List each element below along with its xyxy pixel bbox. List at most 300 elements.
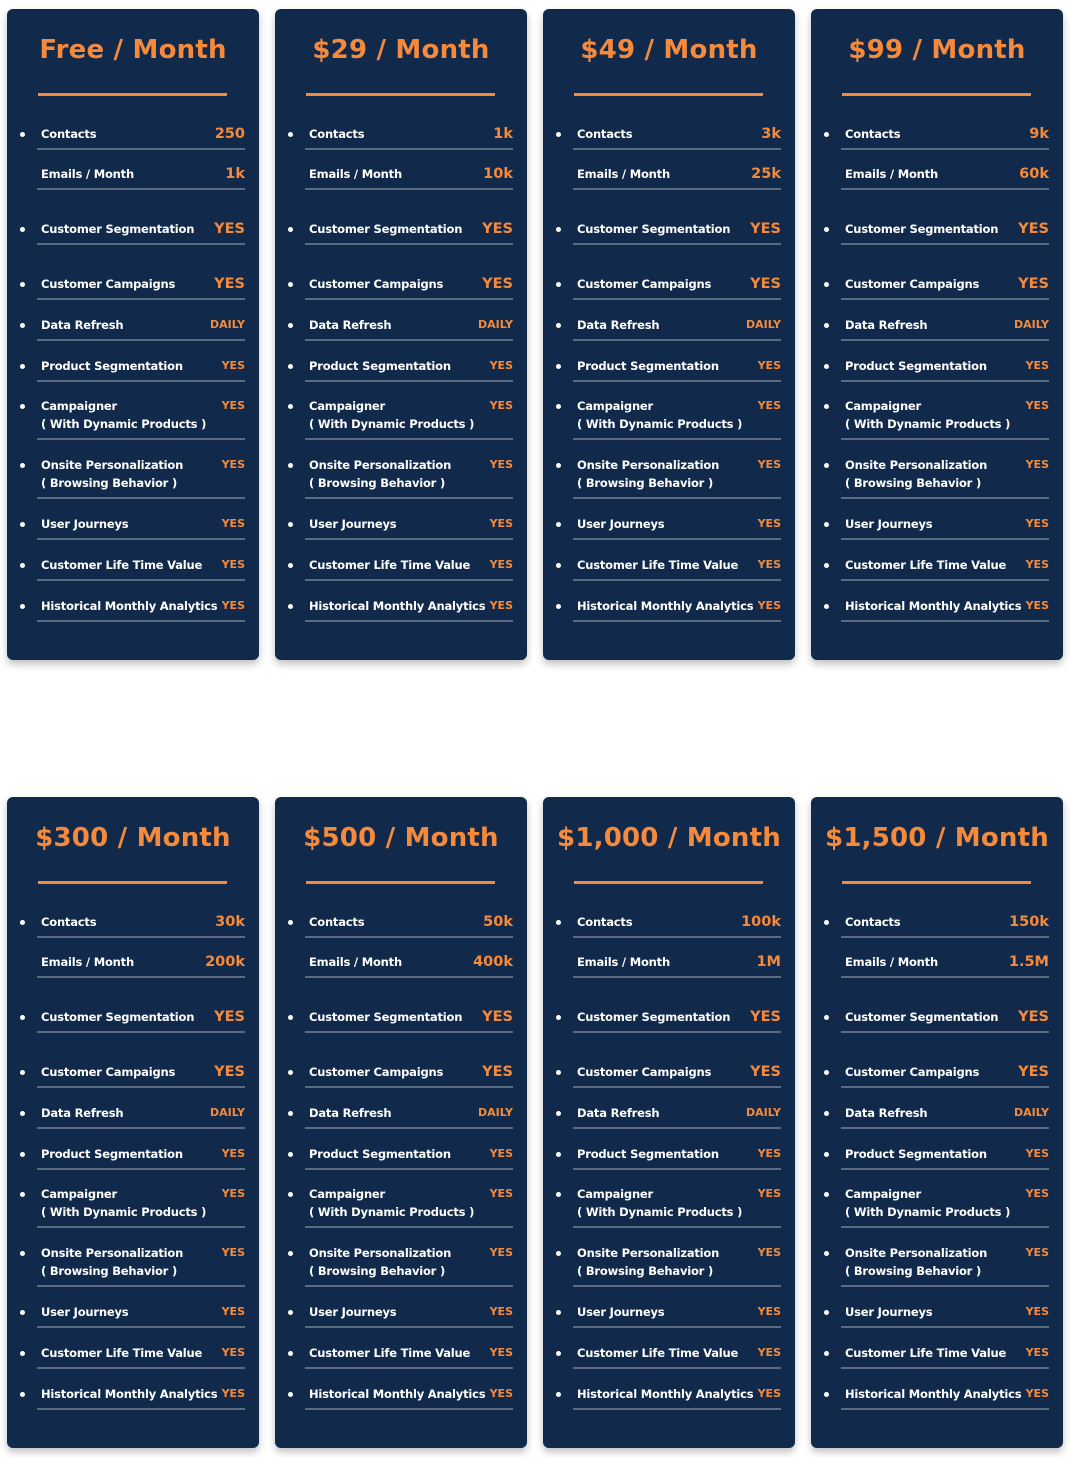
- feature-value: YES: [221, 1187, 245, 1200]
- bullet-icon: [288, 920, 293, 925]
- feature-name: Onsite Personalization: [41, 1246, 184, 1260]
- feature-row-user-journeys: [37, 499, 245, 540]
- pricing-card: [543, 9, 795, 660]
- feature-row-onsite-personalization: [305, 1228, 513, 1287]
- feature-value: YES: [757, 1246, 781, 1259]
- feature-label: [573, 275, 711, 293]
- feature-value: YES: [482, 221, 513, 237]
- bullet-icon: [824, 227, 829, 232]
- feature-row-historical-monthly-analytics: [305, 581, 513, 622]
- pricing-card: [275, 797, 527, 1448]
- feature-row-onsite-personalization: [841, 440, 1049, 499]
- feature-name: Campaigner: [309, 1187, 386, 1201]
- feature-row-product-segmentation: [37, 1129, 245, 1170]
- feature-label: [305, 597, 485, 615]
- feature-value: DAILY: [1014, 318, 1049, 331]
- feature-row-contacts: [573, 898, 781, 938]
- feature-value: YES: [1025, 1147, 1049, 1160]
- feature-label: [841, 1063, 979, 1081]
- feature-name: Historical Monthly Analytics: [577, 599, 754, 613]
- feature-row-data-refresh: [841, 1088, 1049, 1129]
- feature-label: [305, 456, 451, 492]
- feature-label: [37, 165, 134, 183]
- feature-row-historical-monthly-analytics: [305, 1369, 513, 1410]
- feature-value: YES: [489, 1305, 513, 1318]
- feature-value: YES: [221, 1147, 245, 1160]
- feature-value: 200k: [205, 954, 245, 970]
- feature-value: 250: [214, 126, 245, 142]
- feature-label: [573, 1244, 719, 1280]
- feature-row-customer-life-time-value: [37, 1328, 245, 1369]
- feature-row-contacts: [305, 898, 513, 938]
- feature-label: [573, 1104, 659, 1122]
- feature-row-onsite-personalization: [573, 1228, 781, 1287]
- feature-list: [305, 898, 513, 1410]
- feature-value: 150k: [1009, 914, 1049, 930]
- feature-name: Emails / Month: [845, 167, 938, 181]
- feature-name: Contacts: [41, 127, 97, 141]
- feature-value: YES: [1025, 399, 1049, 412]
- feature-sublabel: ( Browsing Behavior ): [577, 476, 714, 490]
- feature-row-customer-campaigns: [37, 1033, 245, 1088]
- feature-value: DAILY: [478, 318, 513, 331]
- feature-value: DAILY: [210, 1106, 245, 1119]
- feature-label: [305, 1145, 451, 1163]
- bullet-icon: [824, 1111, 829, 1116]
- feature-value: YES: [750, 1009, 781, 1025]
- bullet-icon: [20, 1251, 25, 1256]
- bullet-icon: [20, 463, 25, 468]
- bullet-icon: [824, 364, 829, 369]
- feature-label: [305, 515, 396, 533]
- plan-title: $49 / Month: [580, 35, 758, 65]
- bullet-icon: [556, 1152, 561, 1157]
- feature-label: [841, 456, 987, 492]
- feature-row-contacts: [841, 898, 1049, 938]
- bullet-icon: [20, 227, 25, 232]
- feature-sublabel: ( With Dynamic Products ): [577, 417, 743, 431]
- feature-row-customer-campaigns: [305, 1033, 513, 1088]
- feature-value: YES: [489, 1246, 513, 1259]
- bullet-icon: [556, 463, 561, 468]
- bullet-icon: [556, 563, 561, 568]
- feature-value: YES: [214, 276, 245, 292]
- bullet-icon: [288, 227, 293, 232]
- feature-name: Data Refresh: [41, 1106, 124, 1120]
- feature-label: [305, 357, 451, 375]
- feature-row-campaigner: [573, 382, 781, 440]
- feature-name: Data Refresh: [577, 318, 660, 332]
- feature-row-customer-life-time-value: [573, 540, 781, 581]
- feature-value: YES: [1025, 1387, 1049, 1400]
- bullet-icon: [20, 1192, 25, 1197]
- feature-name: Customer Segmentation: [309, 1010, 463, 1024]
- feature-value: YES: [1025, 1346, 1049, 1359]
- bullet-icon: [556, 1392, 561, 1397]
- feature-row-product-segmentation: [841, 341, 1049, 382]
- feature-name: Emails / Month: [41, 167, 134, 181]
- feature-name: Data Refresh: [309, 318, 392, 332]
- title-divider: [306, 881, 495, 884]
- feature-row-onsite-personalization: [841, 1228, 1049, 1287]
- feature-value: YES: [757, 558, 781, 571]
- feature-name: Emails / Month: [577, 167, 670, 181]
- pricing-card: [7, 797, 259, 1448]
- feature-name: Campaigner: [577, 399, 654, 413]
- feature-name: Customer Life Time Value: [577, 1346, 739, 1360]
- feature-name: Emails / Month: [845, 955, 938, 969]
- bullet-icon: [288, 604, 293, 609]
- bullet-icon: [824, 1070, 829, 1075]
- feature-list: [37, 898, 245, 1410]
- feature-name: Emails / Month: [309, 955, 402, 969]
- title-divider: [574, 93, 763, 96]
- feature-value: YES: [757, 359, 781, 372]
- feature-row-product-segmentation: [573, 341, 781, 382]
- feature-label: [841, 357, 987, 375]
- bullet-icon: [20, 1392, 25, 1397]
- feature-row-emails-month: [305, 938, 513, 978]
- feature-label: [573, 515, 664, 533]
- feature-row-user-journeys: [305, 499, 513, 540]
- bullet-icon: [20, 1070, 25, 1075]
- feature-row-customer-campaigns: [841, 1033, 1049, 1088]
- feature-row-customer-campaigns: [573, 1033, 781, 1088]
- feature-value: YES: [757, 1346, 781, 1359]
- feature-sublabel: ( Browsing Behavior ): [309, 476, 446, 490]
- feature-row-historical-monthly-analytics: [573, 1369, 781, 1410]
- feature-name: Customer Segmentation: [41, 222, 195, 236]
- feature-row-campaigner: [305, 382, 513, 440]
- feature-name: Customer Campaigns: [577, 277, 712, 291]
- bullet-icon: [20, 1310, 25, 1315]
- feature-row-data-refresh: [37, 1088, 245, 1129]
- pricing-card: [275, 9, 527, 660]
- feature-label: [37, 1063, 175, 1081]
- plan-title: $500 / Month: [303, 823, 499, 853]
- feature-value: YES: [221, 1387, 245, 1400]
- feature-row-customer-life-time-value: [841, 540, 1049, 581]
- plan-title: Free / Month: [39, 35, 227, 65]
- feature-label: [305, 1185, 474, 1221]
- feature-label: [841, 165, 938, 183]
- feature-label: [573, 913, 632, 931]
- feature-value: YES: [757, 1147, 781, 1160]
- feature-value: YES: [1025, 458, 1049, 471]
- title-divider: [842, 881, 1031, 884]
- bullet-icon: [824, 920, 829, 925]
- feature-label: [37, 397, 206, 433]
- feature-value: 9k: [1029, 126, 1049, 142]
- feature-label: [841, 515, 932, 533]
- feature-name: Customer Life Time Value: [845, 558, 1007, 572]
- feature-value: DAILY: [210, 318, 245, 331]
- bullet-icon: [288, 404, 293, 409]
- feature-label: [37, 1303, 128, 1321]
- feature-label: [841, 316, 927, 334]
- feature-row-data-refresh: [305, 300, 513, 341]
- feature-row-emails-month: [305, 150, 513, 190]
- feature-name: User Journeys: [41, 517, 129, 531]
- feature-label: [841, 953, 938, 971]
- feature-name: Customer Campaigns: [577, 1065, 712, 1079]
- feature-name: User Journeys: [309, 1305, 397, 1319]
- feature-sublabel: ( With Dynamic Products ): [577, 1205, 743, 1219]
- bullet-icon: [824, 1351, 829, 1356]
- feature-name: Emails / Month: [41, 955, 134, 969]
- feature-name: Customer Life Time Value: [41, 1346, 203, 1360]
- feature-name: Onsite Personalization: [577, 458, 720, 472]
- title-divider: [38, 881, 227, 884]
- feature-row-emails-month: [37, 938, 245, 978]
- feature-row-onsite-personalization: [37, 440, 245, 499]
- feature-list: [841, 898, 1049, 1410]
- bullet-icon: [20, 282, 25, 287]
- bullet-icon: [556, 522, 561, 527]
- bullet-icon: [288, 1070, 293, 1075]
- bullet-icon: [288, 1351, 293, 1356]
- feature-name: User Journeys: [41, 1305, 129, 1319]
- feature-row-product-segmentation: [841, 1129, 1049, 1170]
- feature-label: [573, 1303, 664, 1321]
- feature-name: Customer Campaigns: [309, 1065, 444, 1079]
- feature-label: [841, 1303, 932, 1321]
- feature-label: [305, 1303, 396, 1321]
- feature-value: YES: [750, 1064, 781, 1080]
- bullet-icon: [20, 1351, 25, 1356]
- pricing-card: [7, 9, 259, 660]
- bullet-icon: [824, 132, 829, 137]
- bullet-icon: [556, 1111, 561, 1116]
- feature-row-onsite-personalization: [37, 1228, 245, 1287]
- feature-row-customer-segmentation: [573, 978, 781, 1033]
- feature-name: Historical Monthly Analytics: [309, 1387, 486, 1401]
- bullet-icon: [556, 364, 561, 369]
- feature-label: [573, 953, 670, 971]
- bullet-icon: [288, 1152, 293, 1157]
- feature-label: [37, 953, 134, 971]
- feature-row-user-journeys: [573, 499, 781, 540]
- bullet-icon: [824, 282, 829, 287]
- feature-name: Product Segmentation: [845, 1147, 987, 1161]
- feature-label: [37, 125, 96, 143]
- feature-label: [573, 1063, 711, 1081]
- feature-value: DAILY: [746, 1106, 781, 1119]
- feature-row-customer-life-time-value: [841, 1328, 1049, 1369]
- feature-label: [573, 1344, 738, 1362]
- bullet-icon: [556, 1351, 561, 1356]
- feature-name: Onsite Personalization: [41, 458, 184, 472]
- feature-label: [305, 1063, 443, 1081]
- feature-value: YES: [757, 599, 781, 612]
- feature-value: 100k: [741, 914, 781, 930]
- feature-value: YES: [489, 599, 513, 612]
- feature-row-emails-month: [573, 938, 781, 978]
- feature-row-user-journeys: [841, 499, 1049, 540]
- feature-name: User Journeys: [309, 517, 397, 531]
- bullet-icon: [20, 323, 25, 328]
- feature-row-customer-segmentation: [573, 190, 781, 245]
- feature-label: [305, 1008, 462, 1026]
- feature-row-data-refresh: [573, 1088, 781, 1129]
- feature-label: [573, 556, 738, 574]
- bullet-icon: [556, 1251, 561, 1256]
- feature-label: [37, 913, 96, 931]
- feature-label: [573, 456, 719, 492]
- feature-sublabel: ( With Dynamic Products ): [309, 417, 475, 431]
- feature-name: Customer Segmentation: [41, 1010, 195, 1024]
- feature-name: Product Segmentation: [309, 1147, 451, 1161]
- feature-name: Campaigner: [309, 399, 386, 413]
- feature-row-historical-monthly-analytics: [841, 1369, 1049, 1410]
- feature-value: YES: [489, 1147, 513, 1160]
- feature-value: 3k: [761, 126, 781, 142]
- bullet-icon: [824, 563, 829, 568]
- feature-name: Contacts: [845, 915, 901, 929]
- bullet-icon: [556, 1192, 561, 1197]
- feature-row-data-refresh: [573, 300, 781, 341]
- bullet-icon: [556, 1015, 561, 1020]
- bullet-icon: [288, 1392, 293, 1397]
- feature-value: YES: [750, 221, 781, 237]
- feature-name: Data Refresh: [845, 1106, 928, 1120]
- feature-row-historical-monthly-analytics: [573, 581, 781, 622]
- feature-label: [305, 316, 391, 334]
- feature-label: [841, 913, 900, 931]
- feature-label: [37, 597, 217, 615]
- pricing-card: [811, 9, 1063, 660]
- feature-name: Product Segmentation: [845, 359, 987, 373]
- feature-label: [305, 165, 402, 183]
- plan-title: $1,500 / Month: [825, 823, 1049, 853]
- feature-value: YES: [489, 558, 513, 571]
- feature-value: YES: [1025, 558, 1049, 571]
- feature-row-product-segmentation: [305, 1129, 513, 1170]
- feature-value: YES: [221, 458, 245, 471]
- feature-label: [305, 220, 462, 238]
- feature-value: YES: [757, 399, 781, 412]
- bullet-icon: [288, 364, 293, 369]
- bullet-icon: [20, 1152, 25, 1157]
- feature-label: [841, 1185, 1010, 1221]
- feature-row-customer-life-time-value: [573, 1328, 781, 1369]
- feature-row-customer-segmentation: [305, 978, 513, 1033]
- feature-row-customer-campaigns: [841, 245, 1049, 300]
- feature-value: DAILY: [1014, 1106, 1049, 1119]
- feature-name: Product Segmentation: [577, 359, 719, 373]
- feature-name: Onsite Personalization: [577, 1246, 720, 1260]
- feature-label: [841, 1104, 927, 1122]
- feature-label: [573, 357, 719, 375]
- feature-label: [37, 1104, 123, 1122]
- feature-row-user-journeys: [305, 1287, 513, 1328]
- feature-name: Contacts: [577, 127, 633, 141]
- feature-sublabel: ( Browsing Behavior ): [309, 1264, 446, 1278]
- feature-row-emails-month: [37, 150, 245, 190]
- feature-value: YES: [482, 276, 513, 292]
- feature-list: [841, 110, 1049, 622]
- feature-value: YES: [1018, 1064, 1049, 1080]
- feature-row-customer-life-time-value: [37, 540, 245, 581]
- bullet-icon: [288, 463, 293, 468]
- title-divider: [574, 881, 763, 884]
- feature-sublabel: ( Browsing Behavior ): [845, 1264, 982, 1278]
- feature-row-customer-segmentation: [841, 190, 1049, 245]
- feature-row-customer-life-time-value: [305, 1328, 513, 1369]
- feature-value: YES: [1025, 599, 1049, 612]
- feature-name: Onsite Personalization: [845, 458, 988, 472]
- feature-value: YES: [1025, 359, 1049, 372]
- feature-value: YES: [489, 458, 513, 471]
- feature-name: Customer Campaigns: [845, 1065, 980, 1079]
- feature-value: 25k: [751, 166, 781, 182]
- feature-label: [305, 397, 474, 433]
- feature-list: [305, 110, 513, 622]
- feature-row-customer-campaigns: [573, 245, 781, 300]
- feature-value: YES: [489, 1387, 513, 1400]
- feature-name: Customer Segmentation: [577, 1010, 731, 1024]
- feature-value: YES: [489, 399, 513, 412]
- feature-row-user-journeys: [37, 1287, 245, 1328]
- feature-row-product-segmentation: [305, 341, 513, 382]
- bullet-icon: [556, 323, 561, 328]
- bullet-icon: [288, 132, 293, 137]
- feature-label: [573, 597, 753, 615]
- feature-value: YES: [214, 221, 245, 237]
- feature-name: Historical Monthly Analytics: [845, 599, 1022, 613]
- bullet-icon: [20, 132, 25, 137]
- feature-row-campaigner: [841, 1170, 1049, 1228]
- bullet-icon: [824, 1392, 829, 1397]
- feature-name: Onsite Personalization: [309, 458, 452, 472]
- feature-row-customer-segmentation: [37, 978, 245, 1033]
- feature-name: Contacts: [309, 915, 365, 929]
- pricing-card: [543, 797, 795, 1448]
- feature-value: YES: [489, 1346, 513, 1359]
- feature-row-onsite-personalization: [305, 440, 513, 499]
- feature-row-historical-monthly-analytics: [37, 1369, 245, 1410]
- feature-value: YES: [750, 276, 781, 292]
- bullet-icon: [824, 1152, 829, 1157]
- feature-label: [305, 1104, 391, 1122]
- feature-value: YES: [757, 458, 781, 471]
- feature-label: [841, 1008, 998, 1026]
- feature-sublabel: ( With Dynamic Products ): [41, 417, 207, 431]
- feature-name: Customer Life Time Value: [577, 558, 739, 572]
- feature-value: DAILY: [746, 318, 781, 331]
- feature-list: [573, 898, 781, 1410]
- feature-label: [305, 125, 364, 143]
- feature-value: YES: [221, 359, 245, 372]
- feature-name: User Journeys: [577, 1305, 665, 1319]
- feature-label: [573, 165, 670, 183]
- title-divider: [842, 93, 1031, 96]
- feature-value: YES: [1025, 1246, 1049, 1259]
- feature-label: [841, 1145, 987, 1163]
- feature-label: [841, 597, 1021, 615]
- feature-label: [305, 953, 402, 971]
- feature-row-campaigner: [841, 382, 1049, 440]
- feature-name: Contacts: [309, 127, 365, 141]
- feature-name: Customer Life Time Value: [309, 558, 471, 572]
- feature-name: Emails / Month: [577, 955, 670, 969]
- feature-value: YES: [221, 558, 245, 571]
- feature-name: User Journeys: [577, 517, 665, 531]
- feature-name: Data Refresh: [577, 1106, 660, 1120]
- feature-name: Product Segmentation: [41, 1147, 183, 1161]
- feature-label: [573, 397, 742, 433]
- feature-label: [305, 913, 364, 931]
